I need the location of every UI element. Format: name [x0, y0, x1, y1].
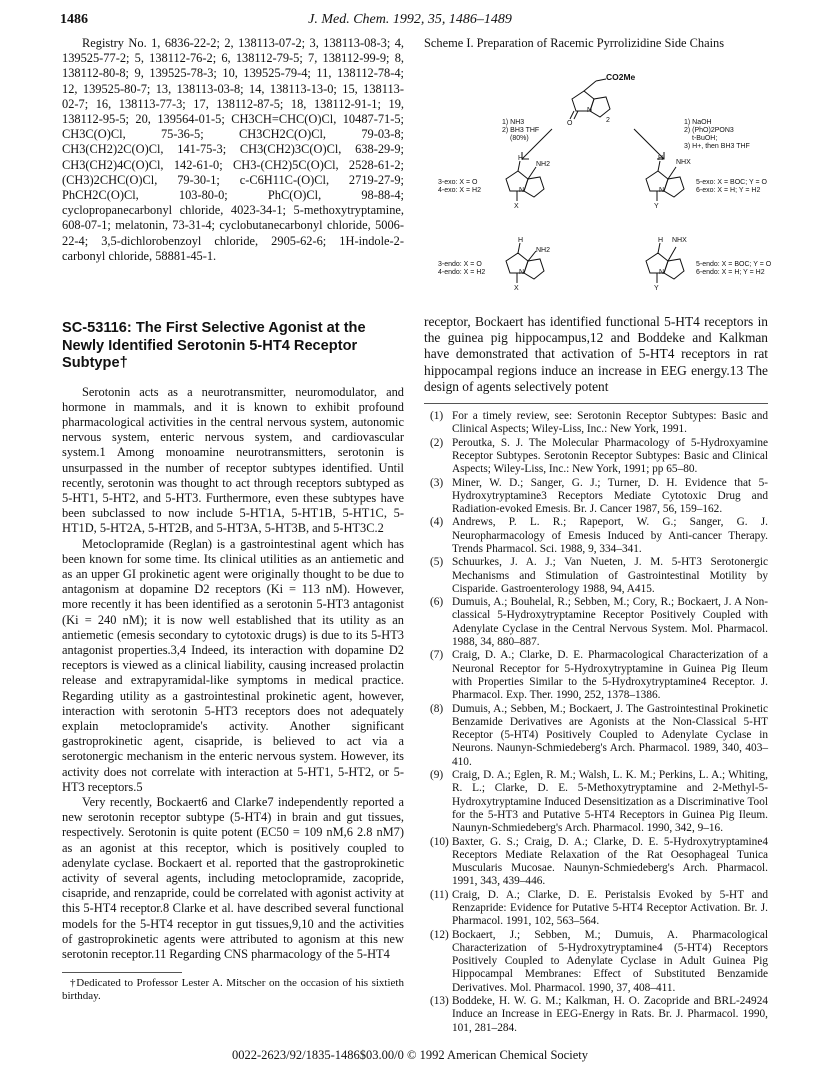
legend-line: 5-endo: X = BOC; Y = O: [696, 261, 772, 268]
legend-line: 4-exo: X = H2: [438, 187, 481, 194]
reference-item: [424, 556, 768, 596]
continuation-paragraph: receptor, Bockaert has identified functional 5-HT4 receptors in the guinea pig hippocampus,12 and Boddeke and Kalkman have demonstrated that activation of 5-HT4 receptors in rat hippocampal regions induce an increase in EEG energy.13 The design of agents selectively potent: [424, 314, 768, 394]
compound-exo-right-structure: [646, 161, 684, 201]
exo-left-legend: [438, 179, 481, 195]
scheme-caption: Scheme I. Preparation of Racemic Pyrrolizidine Side Chains: [424, 36, 725, 50]
compound-number-2: 2: [606, 117, 610, 124]
legend-line: 3-endo: X = O: [438, 261, 482, 268]
atom-n: N: [659, 269, 665, 276]
reference-item: [424, 649, 768, 702]
atom-h: H: [518, 155, 524, 162]
reference-number: (8): [430, 702, 444, 715]
registry-numbers: [62, 36, 404, 264]
reagent-line: 1) NH3: [502, 119, 525, 126]
reference-item: [424, 516, 768, 556]
nhx-label: NHX: [676, 159, 691, 166]
reference-item: [424, 929, 768, 995]
reference-number: (3): [430, 476, 444, 489]
paragraph-metoclopramide: Metoclopramide (Reglan) is a gastrointestinal agent which has been known for some time. Its clinical utilities as an antiemetic and as an upper GI prokinetic agent were originally thought to be due to antagonism at dopamine D2 receptors (Ki = 113 nM). However, more recently it has been identified as a serotonin 5-HT3 antagonist (Ki = 240 nM); it is now well established that its utility as an antiemetic (emesis secondary to cytotoxic drugs) is due to its 5-HT3 antagonist properties.3,4 Indeed, its interaction with dopamine D2 receptors is viewed as a clinical liability, causing increased prolactin release and extrapyramidal-like symptoms in medical practice. Regarding utility as a gastrointestinal prokinetic agent, however, interaction with serotonin 5-HT3 receptors does not adequately explain metoclopramide's activity. Another significant gastroprokinetic agent, cisapride, is believed to act via a serotonergic mechanism in the enteric nervous system. However, its activity does not correlate with interaction at 5-HT1, 5-HT2, or 5-HT3 receptors.5: [62, 536, 404, 794]
reference-text: For a timely review, see: Serotonin Receptor Subtypes: Basic and Clinical Aspects; Wiley-Liss, Inc.: New York, 1991.: [452, 410, 768, 436]
dedication-footnote: †Dedicated to Professor Lester A. Mitscher on the occasion of his sixtieth birthday.: [62, 977, 404, 1003]
compound-endo-right-structure: [646, 243, 684, 283]
reference-item: [424, 703, 768, 769]
atom-y: Y: [654, 285, 659, 292]
reference-number: (4): [430, 516, 444, 529]
reference-number: (12): [430, 928, 449, 941]
reference-item: [424, 410, 768, 437]
reference-text: Andrews, P. L. R.; Rapeport, W. G.; Sanger, G. J. Neuropharmacology of Emesis Induced by Anti-cancer Therapy. Trends Pharmacol. Sci. 1988, 9, 334–341.: [452, 516, 768, 555]
left-column: [62, 36, 404, 1003]
reference-item: [424, 477, 768, 517]
reference-list: [424, 410, 768, 1035]
registry-text: Registry No. 1, 6836-22-2; 2, 138113-07-2; 3, 138113-08-3; 4, 139525-77-2; 5, 138112-76-2; 6, 138112-79-5; 7, 138112-99-9; 8, 138112-80-8; 9, 139525-78-3; 10, 139525-79-4; 11, 138112-78-4; 12, 139525-80-7; 13, 138113-03-8; 14, 138113-13-0; 15, 138113-02-7; 16, 138113-77-3; 17, 138112-87-5; 18, 138112-91-1; 19, 138112-95-5; 20, 139564-01-5; CH3CH=CHC(O)Cl, 10487-71-5; CH3C(O)Cl, 75-36-5; CH3CH2C(O)Cl, 79-03-8; CH3(CH2)2C(O)Cl, 141-75-3; CH3(CH2)3C(O)Cl, 638-29-9; CH3(CH2)4C(O)Cl, 142-61-0; CH3-(CH2)5C(O)Cl, 2528-61-2; (CH3)2CHC(O)Cl, 79-30-1; c-C6H11C-(O)Cl, 2719-27-9; PhCH2C(O)Cl, 103-80-0; PhC(O)Cl, 98-88-4; cyclopropanecarbonyl chloride, 4023-34-1; 5-methoxytryptamine, 608-07-1; melatonin, 73-31-4; cyclobutanecarbonyl chloride, 5006-22-4; 3,5-dichlorobenzoyl chloride, 2905-62-6; 1H-indole-2-carbonyl chloride, 58881-45-1.: [62, 36, 404, 263]
atom-x: X: [514, 203, 519, 210]
reference-text: Peroutka, S. J. The Molecular Pharmacology of 5-Hydroxyamine Receptor Subtypes. Serotonin Receptor Subtypes: Basic and Clinical Aspects; Wiley-Liss, Inc.: New York, 1991; pp 65–80.: [452, 436, 768, 476]
reference-text: Boddeke, H. W. G. M.; Kalkman, H. O. Zacopride and BRL-24924 Induce an Increase in EEG-Energy in Rats. Br. J. Pharmacol. 1990, 101, 281–284.: [452, 995, 768, 1034]
right-column: [424, 36, 772, 1035]
reference-number: (10): [430, 835, 449, 848]
article-body: [62, 385, 404, 963]
page-number: 1486: [60, 12, 88, 27]
running-header: [60, 8, 760, 30]
reference-number: (2): [430, 436, 444, 449]
reference-text: Baxter, G. S.; Craig, D. A.; Clarke, D. E. 5-Hydroxytryptamine4 Receptors Mediate Relaxation of the Rat Oesophageal Tunica Muscularis Mucosae. Naunyn-Schmiedeberg's Arch. Pharmacol. 1991, 343, 439–446.: [452, 835, 768, 888]
legend-line: 6-exo: X = H; Y = H2: [696, 187, 761, 194]
reference-item: [424, 769, 768, 835]
exo-right-legend: [696, 179, 767, 195]
reference-item: [424, 995, 768, 1035]
reagent-line: 1) NaOH: [684, 119, 712, 126]
paragraph-5ht4: Very recently, Bockaert6 and Clarke7 independently reported a new serotonin receptor subtype (5-HT4) in brain and gut tissues, respectively. Serotonin is quite potent (EC50 = 109 nM,6 2.8 nM7) as an agonist at this receptor, which is positively coupled to adenylate cyclase. Bockaert et al. reported that the gastroprokinetic activity of several agents, including metoclopramide, zacopride, cisapride, and renzapride, could be correlated with agonist activity at this 5-HT4 receptor.8 Clarke et al. have described several functional models for the 5-HT4 receptor in gut tissues,9,10 and the activities of gastroprokinetic agents were attributed to agonism at this new serotonin receptor.11 Regarding CNS pharmacology of the 5-HT4: [62, 795, 404, 962]
legend-line: 5-exo: X = BOC; Y = O: [696, 179, 767, 186]
legend-line: 6-endo: X = H; Y = H2: [696, 269, 765, 276]
reagent-line: t-BuOH;: [692, 135, 718, 142]
article-continuation: [424, 314, 768, 395]
reference-number: (6): [430, 596, 444, 609]
reference-number: (5): [430, 556, 444, 569]
journal-citation: J. Med. Chem. 1992, 35, 1486–1489: [308, 12, 512, 27]
reference-text: Craig, D. A.; Eglen, R. M.; Walsh, L. K. M.; Perkins, L. A.; Whiting, R. L.; Clarke, D. E. 5-Methoxytryptamine and 2-Methyl-5-Hydroxytryptamine Induced Desensitization as a Discriminative Tool for the 5-HT3 and Putative 5-HT4 Receptors in Guinea Pig Ileum. Naunyn-Schmiedeberg's Arch. Pharmacol. 1990, 342, 9–16.: [452, 769, 768, 835]
legend-line: 4-endo: X = H2: [438, 269, 486, 276]
copyright-footer: 0022-2623/92/1835-1486$03.00/0 © 1992 American Chemical Society: [232, 1048, 588, 1062]
reference-text: Dumuis, A.; Bouhelal, R.; Sebben, M.; Cory, R.; Bockaert, J. A Non-classical 5-Hydroxytryptamine Receptor Positively Coupled with Adenylate Cyclase in the Central Nervous System. Mol. Pharmacol. 1988, 34, 880–887.: [452, 596, 768, 649]
amine-label: NH2: [536, 247, 551, 254]
reference-text: Schuurkes, J. A. J.; Van Nueten, J. M. 5-HT3 Serotonergic Mechanisms and Stimulation of Gastrointestinal Motility by Cisparide. Gastroenterology 1988, 94, A415.: [452, 556, 768, 595]
reagent-line: 2) (PhO)2PON3: [684, 127, 734, 134]
reference-text: Dumuis, A.; Sebben, M.; Bockaert, J. The Gastrointestinal Prokinetic Benzamide Derivatives are Agonists at the Non-Classical 5-HT Receptor (5-HT4) Positively Coupled to Adenylate Cyclase in Neurons. Naunyn-Schmiedeberg's Arch. Pharmacol. 1989, 340, 403–410.: [452, 702, 768, 768]
endo-right-legend: [696, 261, 771, 277]
reference-text: Bockaert, J.; Sebben, M.; Dumuis, A. Pharmacological Characterization of 5-Hydroxytryptamine4 (5-HT4) Receptors Positively Coupled to Adenylate Cyclase in Adult Guinea Pig Hippocampal Membranes: Effect of Substituted Benzamide Derivatives. Mol. Pharmacol. 1990, 37, 408–411.: [452, 928, 768, 994]
reference-number: (1): [430, 410, 444, 423]
reference-item: [424, 596, 768, 649]
atom-h: H: [518, 237, 524, 244]
reference-number: (13): [430, 995, 449, 1008]
footnote-rule: [62, 972, 182, 973]
atom-n: N: [519, 269, 525, 276]
reagent-line: 3) H+, then BH3 THF: [684, 143, 750, 150]
atom-o-top: O: [567, 120, 573, 127]
atom-n: N: [519, 187, 525, 194]
nhx-label: NHX: [672, 237, 687, 244]
reagent-line: 2) BH3 THF: [502, 127, 540, 134]
left-reagents: [502, 119, 539, 143]
paragraph-intro: Serotonin acts as a neurotransmitter, neuromodulator, and hormone in mammals, and it is known to exhibit profound pharmacological activities in the central nervous system, autonomic nervous system, enteric nervous system, and cardiovascular system.1 Among monoamine neurotransmitters, serotonin is unsurpassed in the number of receptor subtypes identified. Until recently, serotonin was thought to act through receptors subtyped as 5-HT1, 5-HT2, and 5-HT3. Furthermore, even these subtypes have been subclassed to now include 5-HT1A, 5-HT1B, 5-HT1C, 5-HT1D, 5-HT2A, 5-HT2B, and 5-HT3A, 5-HT3B, and 5-HT3C.2: [62, 384, 404, 536]
article-title: SC-53116: The First Selective Agonist at the Newly Identified Serotonin 5-HT4 Receptor Subtype†: [62, 320, 366, 372]
reference-item: [424, 889, 768, 929]
atom-n-top: N: [587, 107, 593, 114]
reference-text: Craig, D. A.; Clarke, D. E. Pharmacological Characterization of a Neuronal Receptor for 5-Hydroxytryptamine in Guinea Pig Ileum with Properties Similar to the 5-Hydroxytryptamine4 Receptor. J. Pharmacol. Exp. Ther. 1990, 252, 1378–1386.: [452, 649, 768, 702]
reference-text: Craig, D. A.; Clarke, D. E. Peristalsis Evoked by 5-HT and Renzapride: Evidence for Putative 5-HT4 Receptor Activation. Br. J. Pharmacol. 1991, 102, 563–564.: [452, 888, 768, 928]
reagent-yield: (80%): [510, 135, 529, 142]
amine-label: NH2: [536, 161, 551, 168]
atom-n: N: [659, 187, 665, 194]
ester-label: CO2Me: [606, 72, 636, 82]
legend-line: 3-exo: X = O: [438, 179, 478, 186]
reference-item: [424, 437, 768, 477]
reference-number: (9): [430, 769, 444, 782]
atom-x: X: [514, 285, 519, 292]
reference-number: (7): [430, 649, 444, 662]
reference-number: (11): [430, 888, 449, 901]
atom-h: H: [658, 155, 664, 162]
reference-item: [424, 836, 768, 889]
endo-left-legend: [438, 261, 485, 277]
atom-h: H: [658, 237, 664, 244]
right-reagents: [684, 119, 750, 151]
atom-y: Y: [654, 203, 659, 210]
reaction-scheme: [424, 51, 772, 306]
reference-text: Miner, W. D.; Sanger, G. J.; Turner, D. H. Evidence that 5-Hydroxytryptamine3 Receptors Mediate Cytotoxic Drug and Radiation-evoked Emesis. Br. J. Cancer 1987, 56, 159–162.: [452, 476, 768, 516]
